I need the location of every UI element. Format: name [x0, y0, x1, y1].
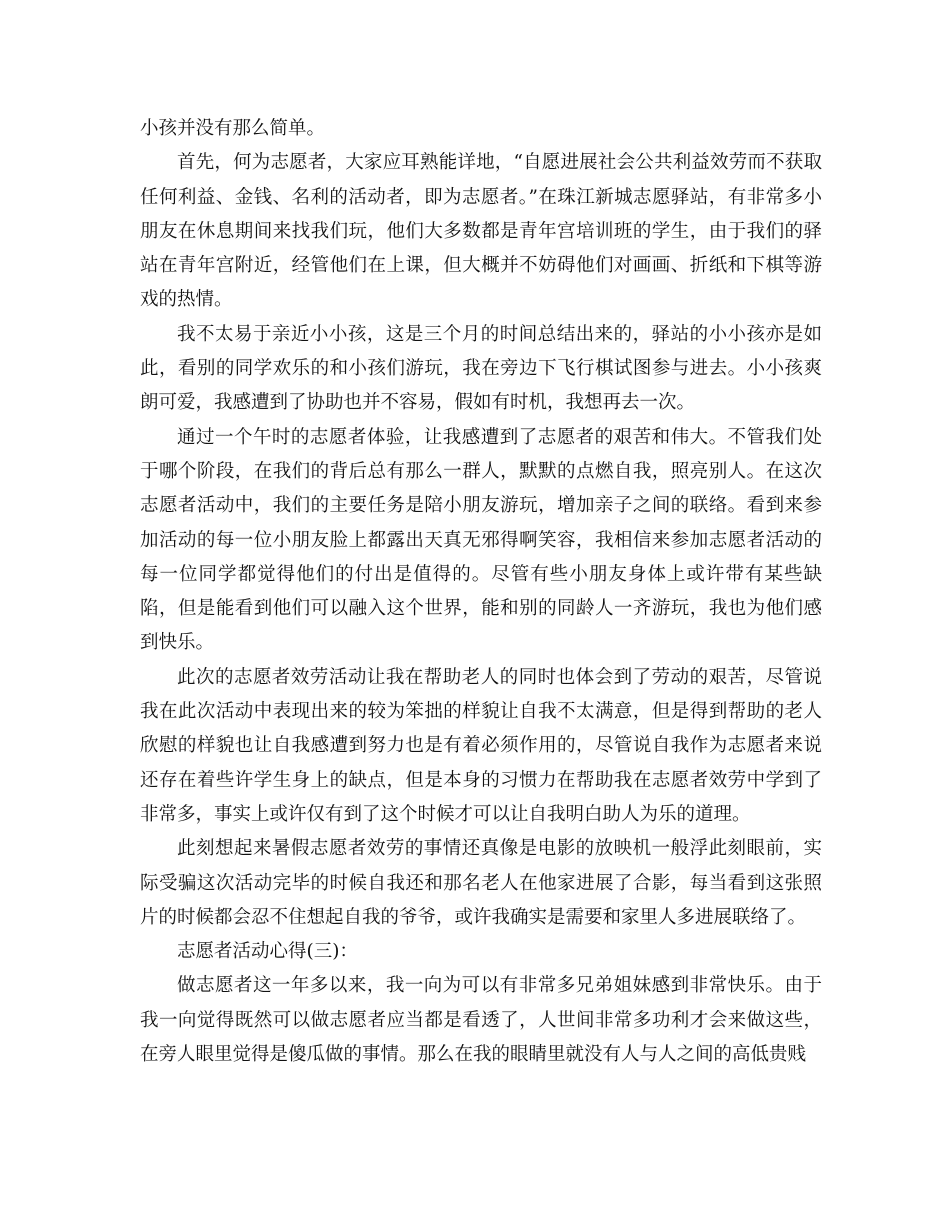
paragraph-volunteer-definition: 首先，何为志愿者，大家应耳熟能详地，“自愿进展社会公共利益效劳而不获取任何利益、金钱、名利的活动者，即为志愿者。”在珠江新城志愿驿站，有非常多小朋友在休息期间来找我们玩，他们大多数都是青年宫培训班的学生，由于我们的驿站在青年宫附近，经管他们在上课，但大概并不妨碍他们对画画、折纸和下棋等游戏的热情。: [140, 152, 822, 311]
paragraph-one-year-volunteer: 做志愿者这一年多以来，我一向为可以有非常多兄弟姐妹感到非常快乐。由于我一向觉得既然可以做志愿者应当都是看透了，人世间非常多功利才会来做这些，在旁人眼里觉得是傻瓜做的事情。那么在我的眼睛里就没有人与人之间的高低贵贱: [140, 975, 822, 1066]
section-heading: 志愿者活动心得(三)：: [177, 941, 358, 963]
document-page: [140, 112, 822, 1072]
paragraph-elderly-help: 此次的志愿者效劳活动让我在帮助老人的同时也体会到了劳动的艰苦，尽管说我在此次活动中表现出来的较为笨拙的样貌让自我不太满意，但是得到帮助的老人欣慰的样貌也让自我感遭到努力也是有着必须作用的，尽管说自我作为志愿者来说还存在着些许学生身上的缺点，但是本身的习惯力在帮助我在志愿者效劳中学到了非常多，事实上或许仅有到了这个时候才可以让自我明白助人为乐的道理。: [140, 666, 822, 825]
paragraph-children-experience: 我不太易于亲近小小孩，这是三个月的时间总结出来的，驿站的小小孩亦是如此，看别的同学欢乐的和小孩们游玩，我在旁边下飞行棋试图参与进去。小小孩爽朗可爱，我感遭到了协助也并不容易，假如有时机，我想再去一次。: [140, 323, 822, 414]
paragraph-summer-memory: 此刻想起来暑假志愿者效劳的事情还真像是电影的放映机一般浮此刻眼前，实际受骗这次活动完毕的时候自我还和那名老人在他家进展了合影，每当看到这张照片的时候都会忍不住想起自我的爷爷，或许我确实是需要和家里人多进展联络了。: [140, 838, 822, 928]
paragraph-afternoon-experience: 通过一个午时的志愿者体验，让我感遭到了志愿者的艰苦和伟大。不管我们处于哪个阶段，在我们的背后总有那么一群人，默默的点燃自我，照亮别人。在这次志愿者活动中，我们的主要任务是陪小朋友游玩，增加亲子之间的联络。看到来参加活动的每一位小朋友脸上都露出天真无邪得啊笑容，我相信来参加志愿者活动的每一位同学都觉得他们的付出是值得的。尽管有些小朋友身体上或许带有某些缺陷，但是能看到他们可以融入这个世界，能和别的同龄人一齐游玩，我也为他们感到快乐。: [140, 426, 822, 654]
paragraph-continuation: 小孩并没有那么简单。: [140, 118, 326, 139]
